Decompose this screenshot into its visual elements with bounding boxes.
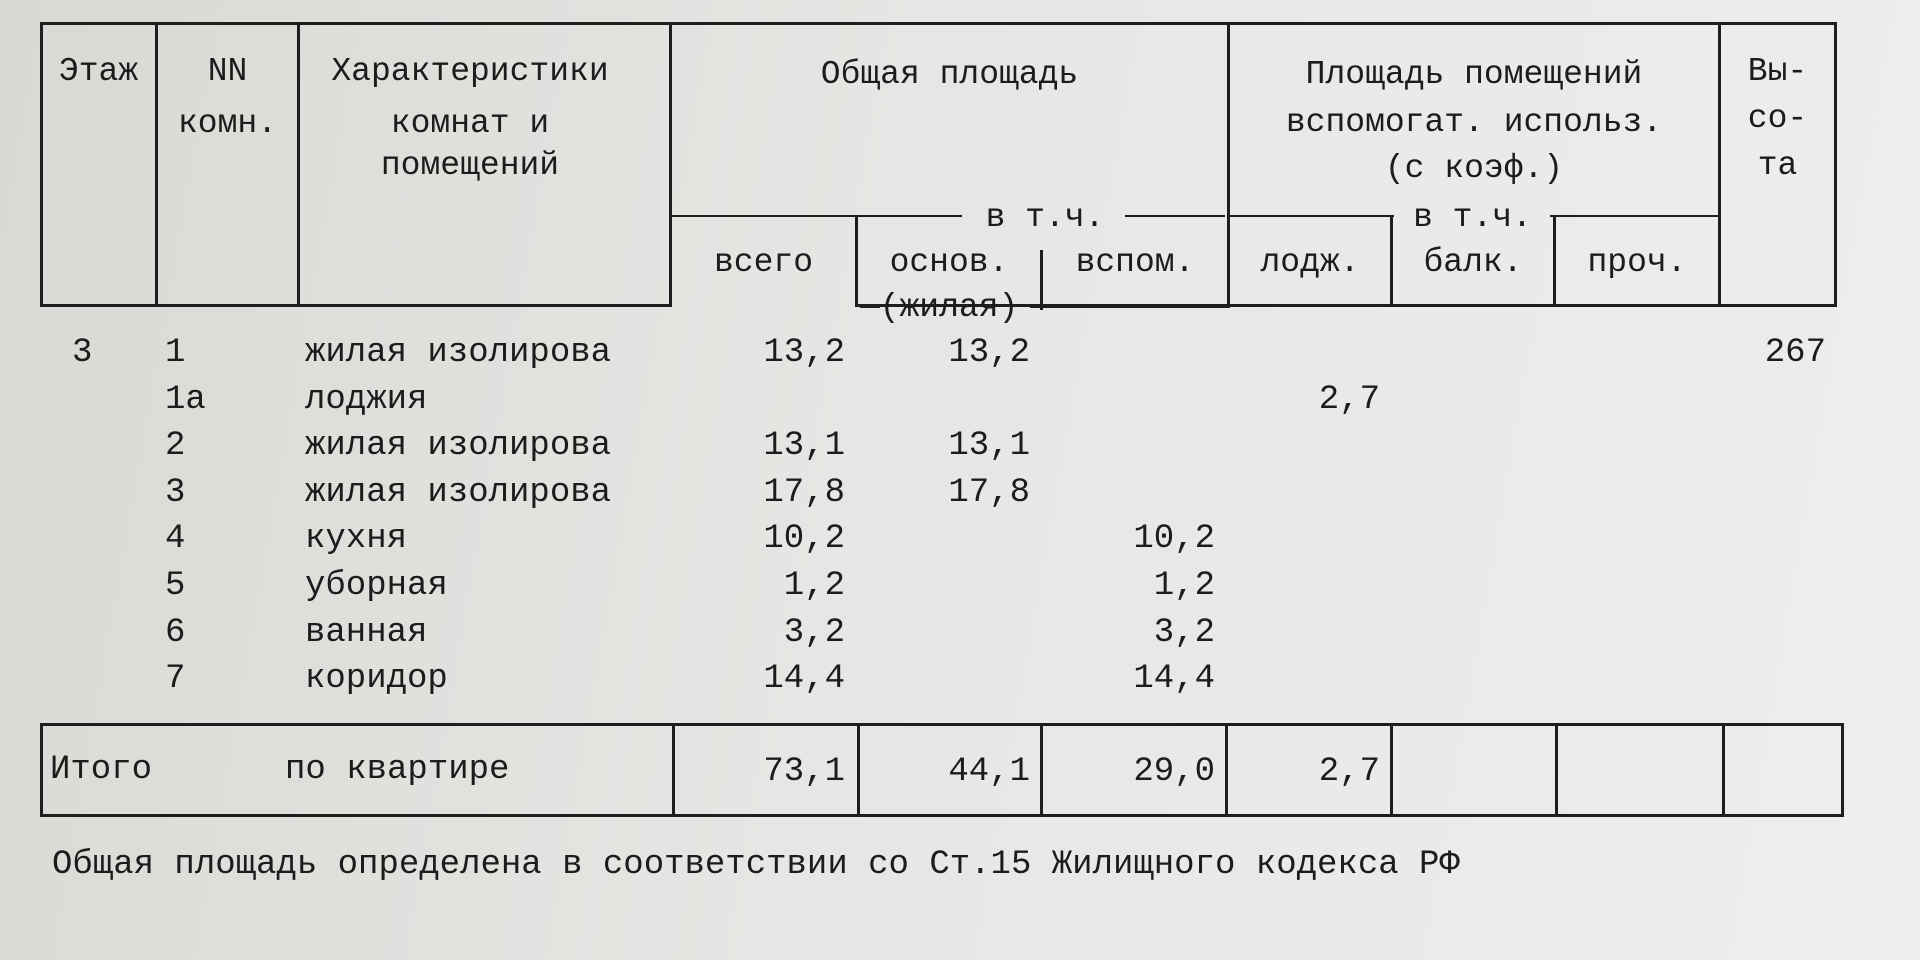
header-main-living: (жилая)	[879, 289, 1019, 326]
header-total-all: всего	[713, 244, 814, 281]
totals-top-border	[40, 723, 1844, 726]
header-loggia: лодж.	[1260, 244, 1360, 281]
header-height: та	[1757, 147, 1798, 184]
footnote: Общая площадь определена в соответствии со Ст.15 Жилищного кодекса РФ	[52, 846, 1460, 884]
room-name: уборная	[305, 567, 448, 605]
header-auxiliary: вспом.	[1075, 244, 1195, 281]
room-total: 1,2	[783, 567, 845, 605]
totals-bottom-border	[40, 814, 1844, 817]
header-other: проч.	[1587, 244, 1687, 281]
header-including: в т.ч.	[985, 199, 1105, 236]
header-inner-border	[672, 215, 962, 217]
totals-col-line	[1040, 723, 1043, 817]
room-aux: 10,2	[1133, 520, 1215, 559]
header-balcony: балк.	[1423, 244, 1523, 281]
header-characteristics: комнат и	[390, 105, 550, 142]
room-loggia: 2,7	[1318, 380, 1380, 419]
header-floor: Этаж	[58, 53, 139, 90]
header-inner-border	[1125, 215, 1225, 217]
room-name: жилая изолирова	[305, 427, 612, 466]
room-number: 6	[165, 613, 186, 652]
room-number: 1	[165, 334, 186, 372]
room-number: 1а	[165, 380, 206, 419]
totals-aux: 29,0	[1133, 753, 1215, 791]
floor-value: 3	[72, 334, 93, 372]
room-aux: 14,4	[1133, 660, 1215, 699]
room-name: жилая изолирова	[305, 473, 612, 512]
room-number: 7	[165, 660, 186, 699]
room-name: лоджия	[305, 380, 428, 419]
header-aux-area: Площадь помещений	[1305, 56, 1643, 93]
totals-col-line	[40, 723, 43, 817]
header-aux-area: вспомогат. использ.	[1285, 104, 1663, 141]
totals-col-line	[1555, 723, 1558, 817]
totals-loggia: 2,7	[1318, 753, 1380, 791]
room-number: 4	[165, 520, 186, 559]
room-total: 14,4	[763, 660, 845, 699]
height-value: 267	[1764, 334, 1826, 372]
totals-col-line	[1390, 723, 1393, 817]
room-name: ванная	[305, 613, 428, 652]
header-height: со-	[1747, 100, 1808, 137]
totals-label: Итого	[50, 751, 153, 789]
header-inner-border	[1229, 215, 1394, 217]
header-col-line	[1834, 22, 1837, 307]
room-name: коридор	[305, 660, 448, 699]
header-main-living: основ.	[889, 244, 1009, 281]
header-inner-border	[1030, 306, 1230, 308]
totals-col-line	[672, 723, 675, 817]
header-room-number: NN	[207, 53, 248, 90]
room-aux: 3,2	[1153, 613, 1215, 652]
room-main: 17,8	[948, 473, 1030, 512]
room-number: 2	[165, 427, 186, 466]
totals-main: 44,1	[948, 753, 1030, 791]
totals-col-line	[1841, 723, 1844, 817]
room-number: 5	[165, 567, 186, 605]
totals-col-line	[857, 723, 860, 817]
room-aux: 1,2	[1153, 567, 1215, 605]
header-room-number: комн.	[177, 105, 278, 142]
room-name: кухня	[305, 520, 408, 559]
room-total: 10,2	[763, 520, 845, 559]
room-total: 17,8	[763, 473, 845, 512]
header-characteristics: Характеристики	[331, 53, 609, 90]
header-aux-area: (с коэф.)	[1384, 150, 1564, 187]
totals-col-line	[1225, 723, 1228, 817]
room-total: 3,2	[783, 613, 845, 652]
header-including: в т.ч.	[1413, 199, 1532, 236]
header-bottom-border	[40, 304, 671, 307]
header-top-border	[40, 22, 1837, 25]
room-main: 13,2	[948, 334, 1030, 372]
room-name: жилая изолирова	[305, 334, 612, 372]
header-height: Вы-	[1747, 53, 1808, 90]
header-characteristics: помещений	[380, 147, 560, 184]
room-total: 13,1	[763, 427, 845, 466]
header-total-area: Общая площадь	[820, 56, 1079, 93]
totals-col-line	[1722, 723, 1725, 817]
totals-label: по квартире	[285, 751, 510, 789]
totals-total: 73,1	[763, 753, 845, 791]
room-main: 13,1	[948, 427, 1030, 466]
header-inner-border	[1550, 215, 1720, 217]
room-total: 13,2	[763, 334, 845, 372]
room-number: 3	[165, 473, 186, 512]
